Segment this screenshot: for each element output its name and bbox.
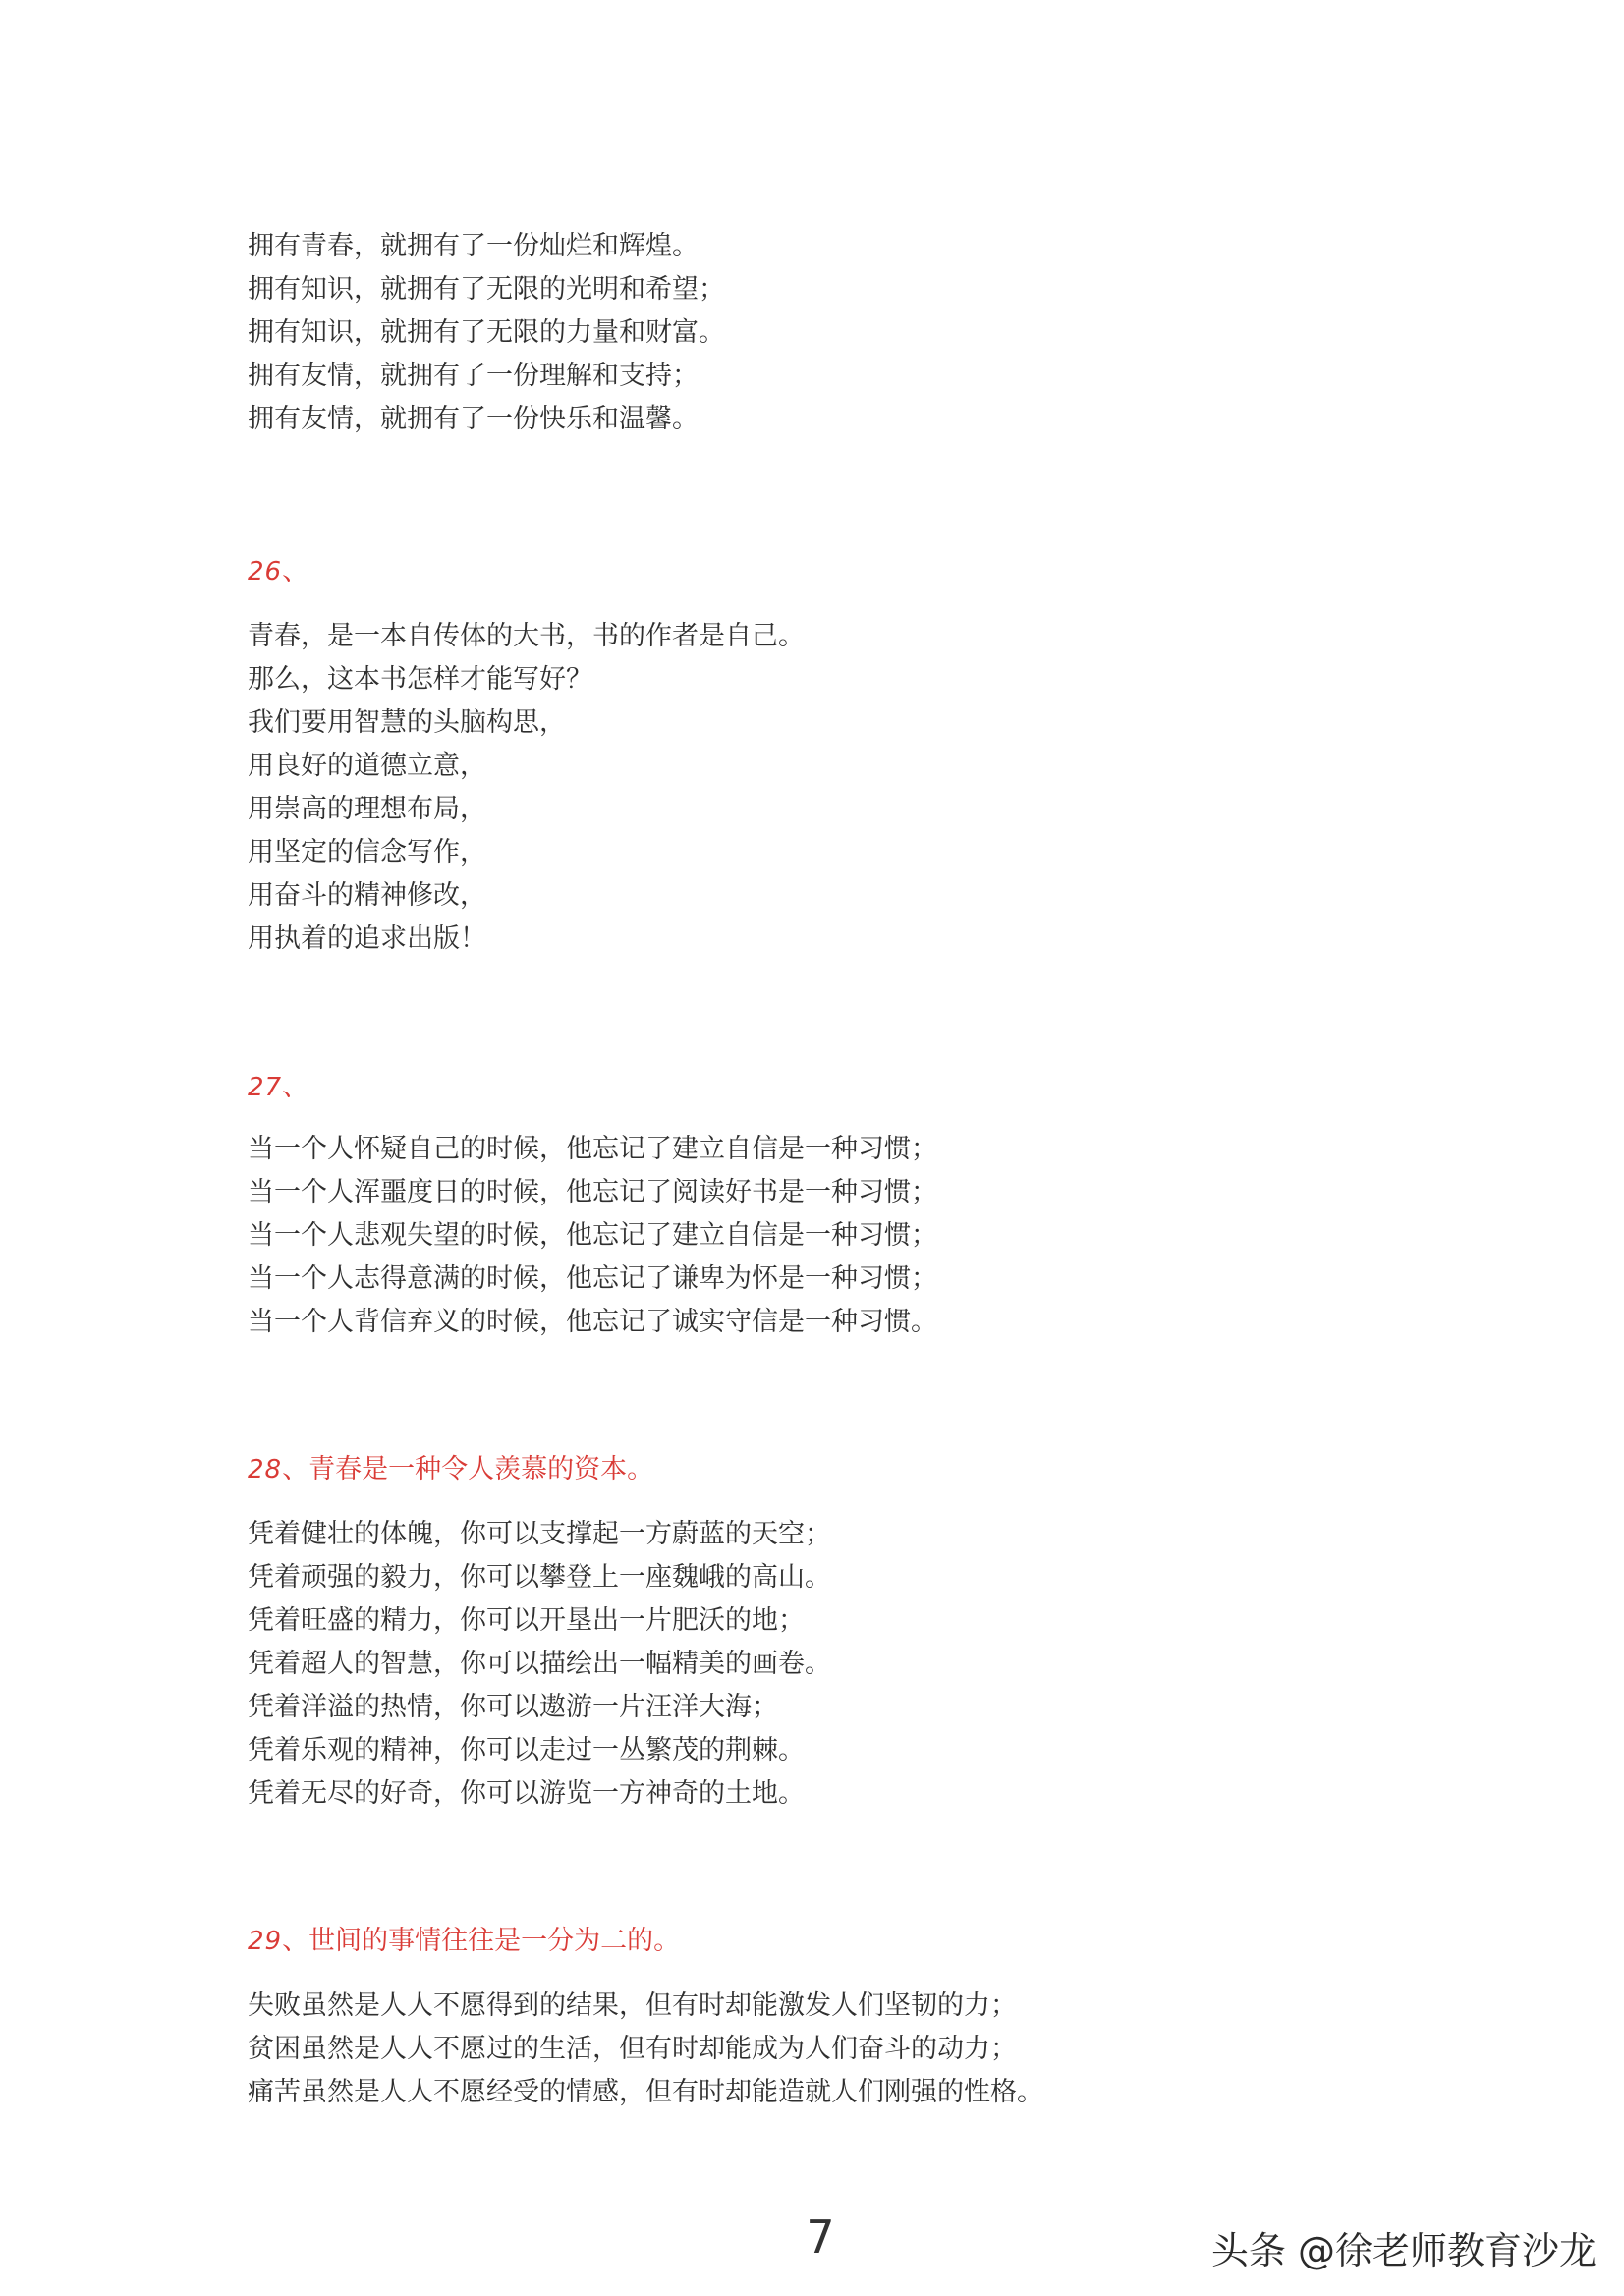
intro-line: 拥有知识，就拥有了无限的力量和财富。 [248, 317, 725, 348]
intro-line: 拥有友情，就拥有了一份理解和支持； [248, 361, 699, 391]
section-number: 29 [248, 1927, 283, 1956]
section-heading [248, 1448, 653, 1491]
page-number: 7 [806, 2211, 835, 2264]
section-line: 用奋斗的精神修改， [248, 880, 486, 911]
section-line: 用坚定的信念写作， [248, 837, 486, 868]
intro-line: 拥有知识，就拥有了无限的光明和希望； [248, 274, 725, 305]
section-heading [248, 550, 308, 593]
section-line: 凭着无尽的好奇，你可以游览一方神奇的土地。 [248, 1778, 805, 1809]
section-number: 28 [248, 1455, 283, 1484]
section-line: 凭着顽强的毅力，你可以攀登上一座魏峨的高山。 [248, 1562, 831, 1593]
section-separator: 、 [282, 1926, 309, 1956]
section-separator: 、 [282, 556, 309, 587]
section-line: 当一个人浑噩度日的时候，他忘记了阅读好书是一种习惯； [248, 1177, 937, 1207]
section-line: 痛苦虽然是人人不愿经受的情感，但有时却能造就人们刚强的性格。 [248, 2077, 1043, 2107]
section-line: 我们要用智慧的头脑构思， [248, 707, 566, 738]
section-line: 青春，是一本自传体的大书，书的作者是自己。 [248, 621, 805, 651]
intro-line: 拥有友情，就拥有了一份快乐和温馨。 [248, 404, 699, 434]
section-line: 凭着旺盛的精力，你可以开垦出一片肥沃的地； [248, 1605, 805, 1636]
section-line: 凭着洋溢的热情，你可以遨游一片汪洋大海； [248, 1692, 778, 1722]
section-line: 当一个人怀疑自己的时候，他忘记了建立自信是一种习惯； [248, 1134, 937, 1164]
section-line: 当一个人志得意满的时候，他忘记了谦卑为怀是一种习惯； [248, 1263, 937, 1294]
section-title: 世间的事情往往是一分为二的。 [308, 1926, 681, 1956]
section-line: 凭着乐观的精神，你可以走过一丛繁茂的荆棘。 [248, 1735, 805, 1765]
section-line: 贫困虽然是人人不愿过的生活，但有时却能成为人们奋斗的动力； [248, 2034, 1017, 2064]
section-line: 凭着超人的智慧，你可以描绘出一幅精美的画卷。 [248, 1649, 831, 1679]
section-separator: 、 [282, 1454, 309, 1484]
section-title: 青春是一种令人羡慕的资本。 [308, 1454, 654, 1484]
section-number: 26 [248, 557, 283, 587]
section-line: 用崇高的理想布局， [248, 794, 486, 824]
section-heading [248, 1066, 308, 1109]
section-line: 那么，这本书怎样才能写好？ [248, 664, 592, 695]
watermark: 头条 @徐老师教育沙龙 [1210, 2229, 1596, 2272]
section-line: 失败虽然是人人不愿得到的结果，但有时却能激发人们坚韧的力； [248, 1990, 1017, 2021]
intro-line: 拥有青春，就拥有了一份灿烂和辉煌。 [248, 231, 699, 261]
section-number: 27 [248, 1073, 283, 1102]
section-separator: 、 [282, 1072, 309, 1102]
section-line: 用良好的道德立意， [248, 751, 486, 781]
section-heading [248, 1920, 680, 1963]
section-line: 当一个人悲观失望的时候，他忘记了建立自信是一种习惯； [248, 1220, 937, 1251]
section-line: 凭着健壮的体魄，你可以支撑起一方蔚蓝的天空； [248, 1519, 831, 1549]
section-line: 用执着的追求出版！ [248, 924, 486, 954]
section-line: 当一个人背信弃义的时候，他忘记了诚实守信是一种习惯。 [248, 1307, 937, 1337]
